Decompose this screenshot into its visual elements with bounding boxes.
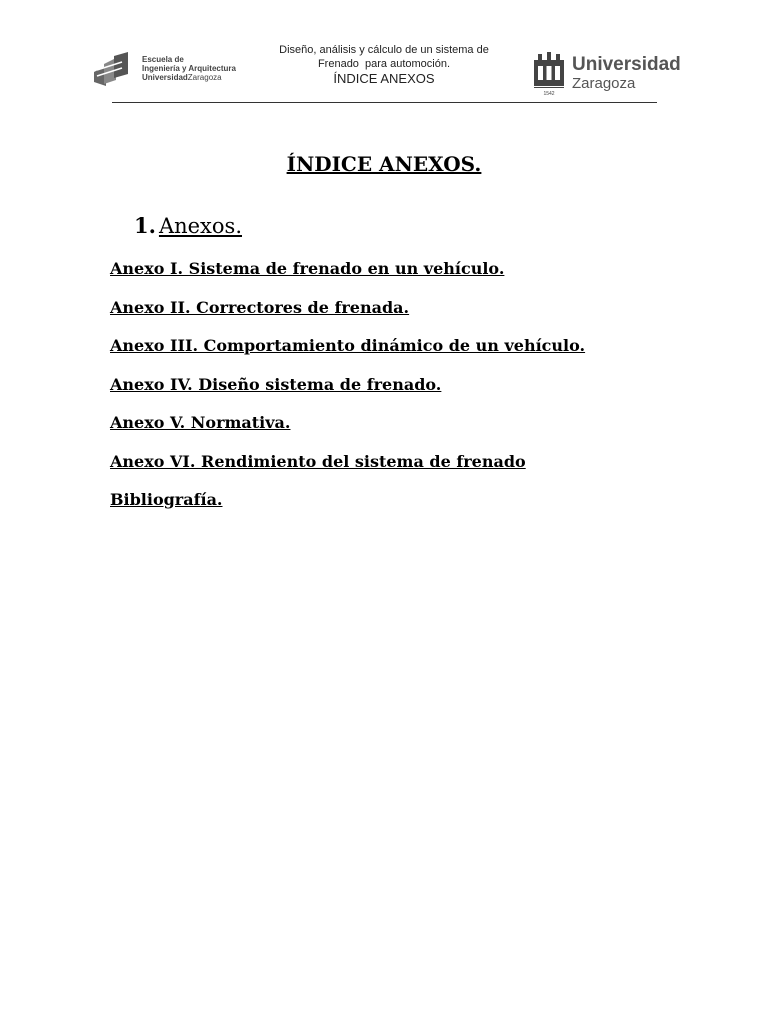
header-title-line1: Diseño, análisis y cálculo de un sistema de <box>279 44 489 56</box>
header-section: ÍNDICE ANEXOS <box>333 71 435 86</box>
eina-line1: Escuela de <box>142 55 184 64</box>
page-header <box>0 0 768 110</box>
eina-line3-bold: Universidad <box>142 73 188 82</box>
university-logo <box>532 52 682 98</box>
toc-item-annex-5[interactable]: Anexo V. Normativa. <box>110 413 291 432</box>
header-divider <box>112 102 657 103</box>
university-name1: Universidad <box>572 54 681 75</box>
toc-item-annex-3[interactable]: Anexo III. Comportamiento dinámico de un vehículo. <box>110 336 586 355</box>
toc-item-annex-1[interactable]: Anexo I. Sistema de frenado en un vehículo. <box>110 259 505 278</box>
eina-logo <box>92 52 252 94</box>
eina-logo-icon <box>92 52 132 90</box>
toc-item-bibliography[interactable]: Bibliografía. <box>110 490 223 509</box>
university-seal-icon <box>532 52 566 96</box>
eina-line2: Ingeniería y Arquitectura <box>142 64 236 73</box>
header-title-line2: Frenado para automoción. <box>317 58 451 70</box>
page-title: ÍNDICE ANEXOS. <box>286 152 482 176</box>
university-name2: Zaragoza <box>572 75 636 92</box>
annex-index-list <box>110 258 585 528</box>
university-year: 1542 <box>543 91 555 96</box>
eina-line3-light: Zaragoza <box>187 73 222 82</box>
toc-item-annex-6[interactable]: Anexo VI. Rendimiento del sistema de frenado <box>110 451 526 471</box>
section-label: Anexos. <box>158 214 242 238</box>
toc-item-annex-2[interactable]: Anexo II. Correctores de frenada. <box>110 297 410 317</box>
toc-item-annex-4[interactable]: Anexo IV. Diseño sistema de frenado. <box>110 374 442 394</box>
header-doc-title <box>250 43 518 86</box>
section-number: 1. <box>134 213 156 238</box>
section-heading <box>134 213 242 238</box>
